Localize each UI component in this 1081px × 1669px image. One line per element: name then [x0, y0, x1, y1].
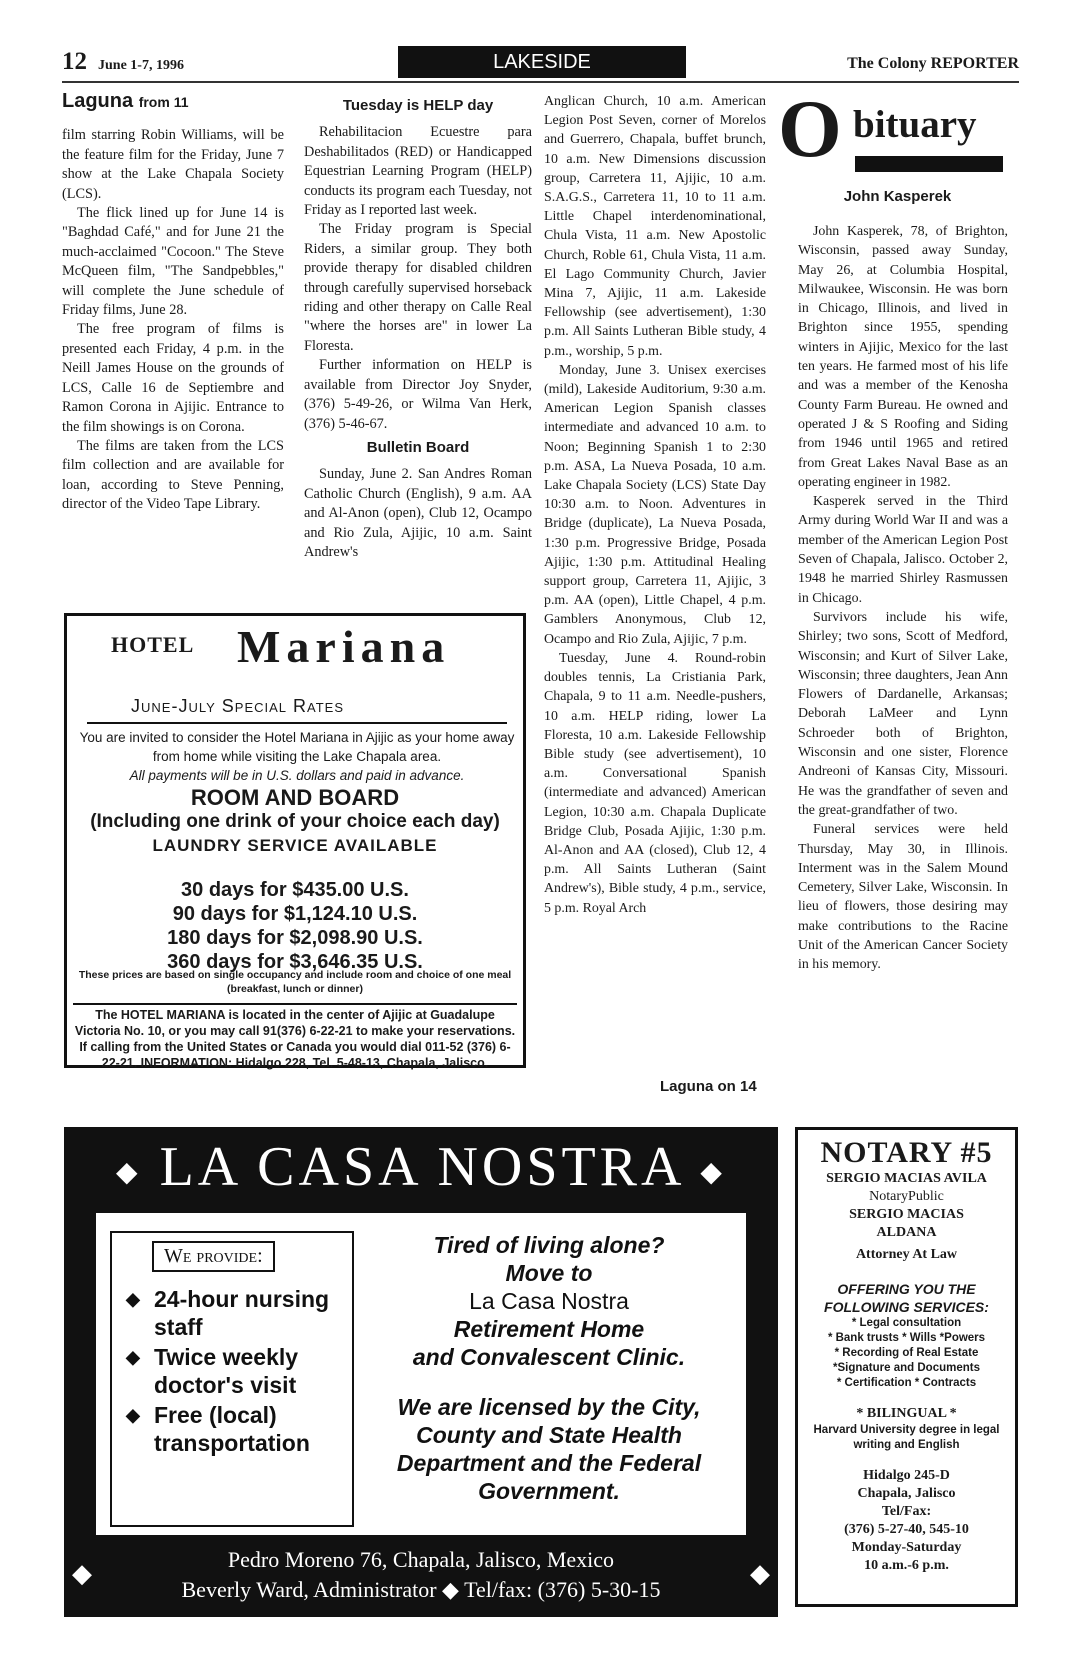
paragraph: Funeral services were held Thursday, May 30, in Illinois. Interment was in the Salem Mound Cemetery, Silver Lake, Wisconsin. In lieu of flowers, those desiring may make contributions to the Racine Unit of the American Cancer Society in his memory. — [798, 822, 1008, 973]
service-item: * Certification * Contracts — [836, 1377, 977, 1389]
notary-ad — [795, 1127, 1018, 1607]
obituary-dropcap: O — [778, 83, 842, 174]
casa-contact: Beverly Ward, Administrator ◆ Tel/fax: (376) 5-30-15 — [181, 1577, 661, 1602]
message-line: and Convalescent Clinic. — [412, 1344, 686, 1370]
room-board-title: ROOM AND BOARD — [190, 785, 400, 810]
service-item: *Signature and Documents — [833, 1362, 980, 1374]
price-item: 30 days for $435.00 U.S. — [181, 879, 409, 901]
notary-role: NotaryPublic — [869, 1189, 944, 1204]
diamond-icon: ◆ — [750, 1559, 770, 1588]
bilingual-badge: * BILINGUAL * — [856, 1406, 957, 1421]
paragraph: Monday, June 3. Unisex exercises (mild), Lakeside Auditorium, 9:30 a.m. American Legion Spanish classes intermediate and advanced 10 a.m. to Noon; Beginning Spanish 1 to 2:30 p.m. ASA, La Nueva Posada, 10 a.m. Lake Chapala Society (LCS) State Day 10:30 a.m. to Noon. Adventures in Bridge (duplicate), La Nueva Posada, 1:30 p.m. Progressive Bridge, Posada Ajijic, 1:30 p.m. Attitudinal Healing support group, Carretera 11, Ajijic, 3 p.m. AA (open), Little Chapel, 4 p.m. Gamblers Anonymous, Club 12, Ocampo and Rio Zula, Ajijic, 7 p.m. — [544, 362, 766, 647]
hotel-location: The HOTEL MARIANA is located in the center of Ajijic at Guadalupe Victoria No. 10, or you may call 91(376) 6-22-21 to make your reservations. If calling from the United States or Canada you would dial 011-52 (376) 6-22-21. INFORMATION: Hidalgo 228, Tel. 5-48-13, Chapala, Jalisco. — [73, 1003, 517, 1071]
laundry-note: LAUNDRY SERVICE AVAILABLE — [152, 836, 438, 855]
paragraph: John Kasperek, 78, of Brighton, Wisconsin, passed away Sunday, May 26, at Columbia Hospital, Milwaukee, Wisconsin. He was born in Chicago, Illinois, and lived in Brighton since 1955, spending winters in Ajijic, Mexico for the last ten years. He farmed most of his life and was a member of the Kenosha County Farm Bureau. He owned and operated J & S Roofing and Siding from 1946 until 1965 and retired from Great Lakes Naval Base as an operating engineer in 1982. — [798, 224, 1008, 490]
casa-address: Pedro Moreno 76, Chapala, Jalisco, Mexico — [227, 1547, 615, 1572]
service-item: * Recording of Real Estate — [834, 1347, 979, 1359]
message-line: Move to — [505, 1260, 593, 1286]
paragraph: film starring Robin Williams, will be the feature film for the Friday, June 7 show at the Lake Chapala Society (LCS). — [62, 127, 284, 202]
price-list — [67, 878, 523, 974]
payment-note: All payments will be in U.S. dollars and paid in advance. — [129, 768, 465, 783]
subhead-bulletin: Bulletin Board — [366, 438, 470, 456]
obituary-heading: bituary — [853, 103, 977, 146]
provide-title: We provide: — [152, 1241, 275, 1272]
notary-days: Monday-Saturday — [851, 1540, 962, 1555]
license-statement: We are licensed by the City, County and State Health Department and the Federal Government. — [396, 1394, 702, 1504]
hotel-mariana-ad — [64, 613, 526, 1068]
header-rule — [62, 81, 1019, 83]
notary-city: Chapala, Jalisco — [857, 1486, 956, 1501]
casa-title: ◆ LA CASA NOSTRA ◆ — [116, 1136, 726, 1198]
message-line: La Casa Nostra — [469, 1288, 629, 1314]
degree-note: Harvard University degree in legal writing and English — [813, 1424, 1000, 1451]
paragraph: Tuesday, June 4. Round-robin doubles tennis, La Cristiania Park, Chapala, 9 to 11 a.m. Needle-pushers, 10 a.m. HELP riding, lower La Floresta, 10 a.m. Lakeside Fellowship Bible study (see advertisement), 10 a.m. Conversational Spanish (intermediate and advanced) American Legion, 10:30 a.m. Chapala Duplicate Bridge Club, Posada Ajijic, 1:30 p.m. Al-Anon and AA (closed), Club 12, 4 p.m. All Saints Lutheran (Saint Andrew's), Bible study, 4 p.m., service, 5 p.m. Royal Arch — [544, 650, 766, 916]
rates-heading: June-July Special Rates — [131, 696, 345, 716]
notary-title: NOTARY #5 — [820, 1136, 993, 1169]
message-line: Retirement Home — [453, 1316, 645, 1342]
paragraph: Sunday, June 2. San Andres Roman Catholic Church (English), 9 a.m. AA and Al-Anon (open), Club 12, Ocampo and Rio Zula, Ajijic, 10 a.m. Saint Andrew's — [304, 466, 532, 560]
section-banner: LAKESIDE — [398, 46, 686, 78]
paragraph: Further information on HELP is available from Director Joy Snyder, (376) 5-49-26, or Wilma Van Herk, (376) 5-46-67. — [304, 357, 532, 432]
paragraph: Kasperek served in the Third Army during World War II and was a member of the American Legion Post Seven of Chapala, Jalisco. October 2, 1948 he married Shirley Rasmussen in Chicago. — [798, 494, 1008, 606]
jump-line: Laguna on 14 — [660, 1078, 757, 1095]
room-board-note: (Including one drink of your choice each day) — [90, 811, 500, 832]
provide-list — [126, 1285, 352, 1459]
telfax-label: Tel/Fax: — [881, 1504, 932, 1519]
divider — [87, 722, 507, 724]
subhead-help: Tuesday is HELP day — [342, 97, 494, 114]
list-item: ◆ Free (local) transportation — [126, 1401, 352, 1457]
column-bulletin — [544, 92, 766, 918]
paragraph: The free program of films is presented each Friday, 4 p.m. in the Neill James House on the grounds of LCS, Calle 16 de Septiembre and Ramon Corona in Ajijic. Entrance to the film showings is on Corona. — [62, 321, 284, 435]
issue-date: June 1-7, 1996 — [98, 58, 184, 73]
price-item: 360 days for $3,646.35 U.S. — [167, 951, 423, 973]
page-number: 12 — [62, 48, 87, 75]
fine-print: These prices are based on single occupancy and include room and choice of one meal (breakfast, lunch or dinner) — [78, 969, 512, 995]
la-casa-nostra-ad — [64, 1127, 778, 1617]
notary-hours: 10 a.m.-6 p.m. — [864, 1558, 949, 1573]
notary-address: Hidalgo 245-D — [863, 1468, 950, 1483]
room-board — [67, 786, 523, 858]
casa-footer — [64, 1545, 778, 1605]
paragraph: The flick lined up for June 14 is "Baghdad Café," and for June 21 the much-acclaimed "Cocoon." The Steve McQueen film, "The Sandpebbles," will complete the June schedule of Friday films, June 28. — [62, 205, 284, 319]
column-help — [304, 92, 532, 562]
attorney-name: SERGIO MACIAS ALDANA — [849, 1207, 964, 1240]
kicker-laguna: Laguna from 11 — [62, 90, 189, 112]
attorney-role: Attorney At Law — [855, 1247, 958, 1262]
column-laguna — [62, 92, 284, 515]
hotel-label: HOTEL — [111, 632, 195, 657]
paragraph: Rehabilitacion Ecuestre para Deshabilitados (RED) or Handicapped Equestrian Learning Program (HELP) conducts its program each Tuesday, not Friday as I reported last week. — [304, 124, 532, 219]
paragraph: Survivors include his wife, Shirley; two sons, Scott of Medford, Wisconsin; and Kurt of Silver Lake, Wisconsin; three daughters, Jean Ann Flowers of Dardanelle, Arkansas; Deborah LaMeer and Lynn Schroeder both of Brighton, Wisconsin and one sister, Florence Andreoni of Kansas City, Missouri. He was the grandfather of seven and the great-grandfather of two. — [798, 609, 1008, 818]
message-line: Tired of living alone? — [433, 1232, 665, 1258]
paper-name: The Colony REPORTER — [847, 55, 1019, 72]
diamond-icon: ◆ — [72, 1559, 92, 1588]
paragraph: The films are taken from the LCS film collection and are available for loan, according to Steve Penning, director of the Video Tape Library. — [62, 437, 284, 513]
services-heading: OFFERING YOU THE FOLLOWING SERVICES: — [824, 1281, 989, 1315]
obituary-name: John Kasperek — [843, 188, 952, 205]
price-item: 90 days for $1,124.10 U.S. — [172, 903, 418, 925]
notary-name: SERGIO MACIAS AVILA — [826, 1171, 987, 1186]
casa-message — [364, 1231, 734, 1505]
hotel-name: Mariana — [237, 621, 451, 672]
service-item: * Legal consultation — [851, 1317, 962, 1329]
paragraph: The Friday program is Special Riders, a similar group. They both provide therapy for disabled children through carefully supervised horseback riding and other therapy on Calle Real "where the horses are" in lower La Floresta. — [304, 221, 532, 354]
list-item: ◆ 24-hour nursing staff — [126, 1285, 352, 1341]
price-item: 180 days for $2,098.90 U.S. — [167, 927, 423, 949]
notary-phones: (376) 5-27-40, 545-10 — [844, 1522, 969, 1537]
hotel-intro — [79, 728, 515, 785]
list-item: ◆ Twice weekly doctor's visit — [126, 1343, 352, 1399]
casa-panel — [96, 1213, 746, 1535]
obituary-body — [798, 222, 1008, 975]
service-item: * Bank trusts * Wills *Powers — [827, 1332, 986, 1344]
provide-box — [110, 1231, 354, 1527]
intro-text: You are invited to consider the Hotel Mariana in Ajijic as your home away from home while visiting the Lake Chapala area. — [79, 730, 515, 764]
paragraph: Anglican Church, 10 a.m. American Legion Post Seven, corner of Morelos and Guerrero, Chapala, buffet brunch, 10 a.m. New Dimensions discussion group, Carretera 11, Ajijic, 10 a.m. S.A.G.S., Carretera 11, 10 to 11 a.m. Little Chapel interdenominational, Chula Vista, 11 a.m. New Apostolic Church, Roble 61, Chula Vista, 11 a.m. El Lago Community Church, Javier Mina 7, Ajijic, 11 a.m. Lakeside Fellowship (see advertisement), 1:30 p.m. All Saints Lutheran Bible study, 4 p.m., worship, 5 p.m. — [544, 94, 766, 359]
obituary-bar — [855, 156, 1003, 172]
